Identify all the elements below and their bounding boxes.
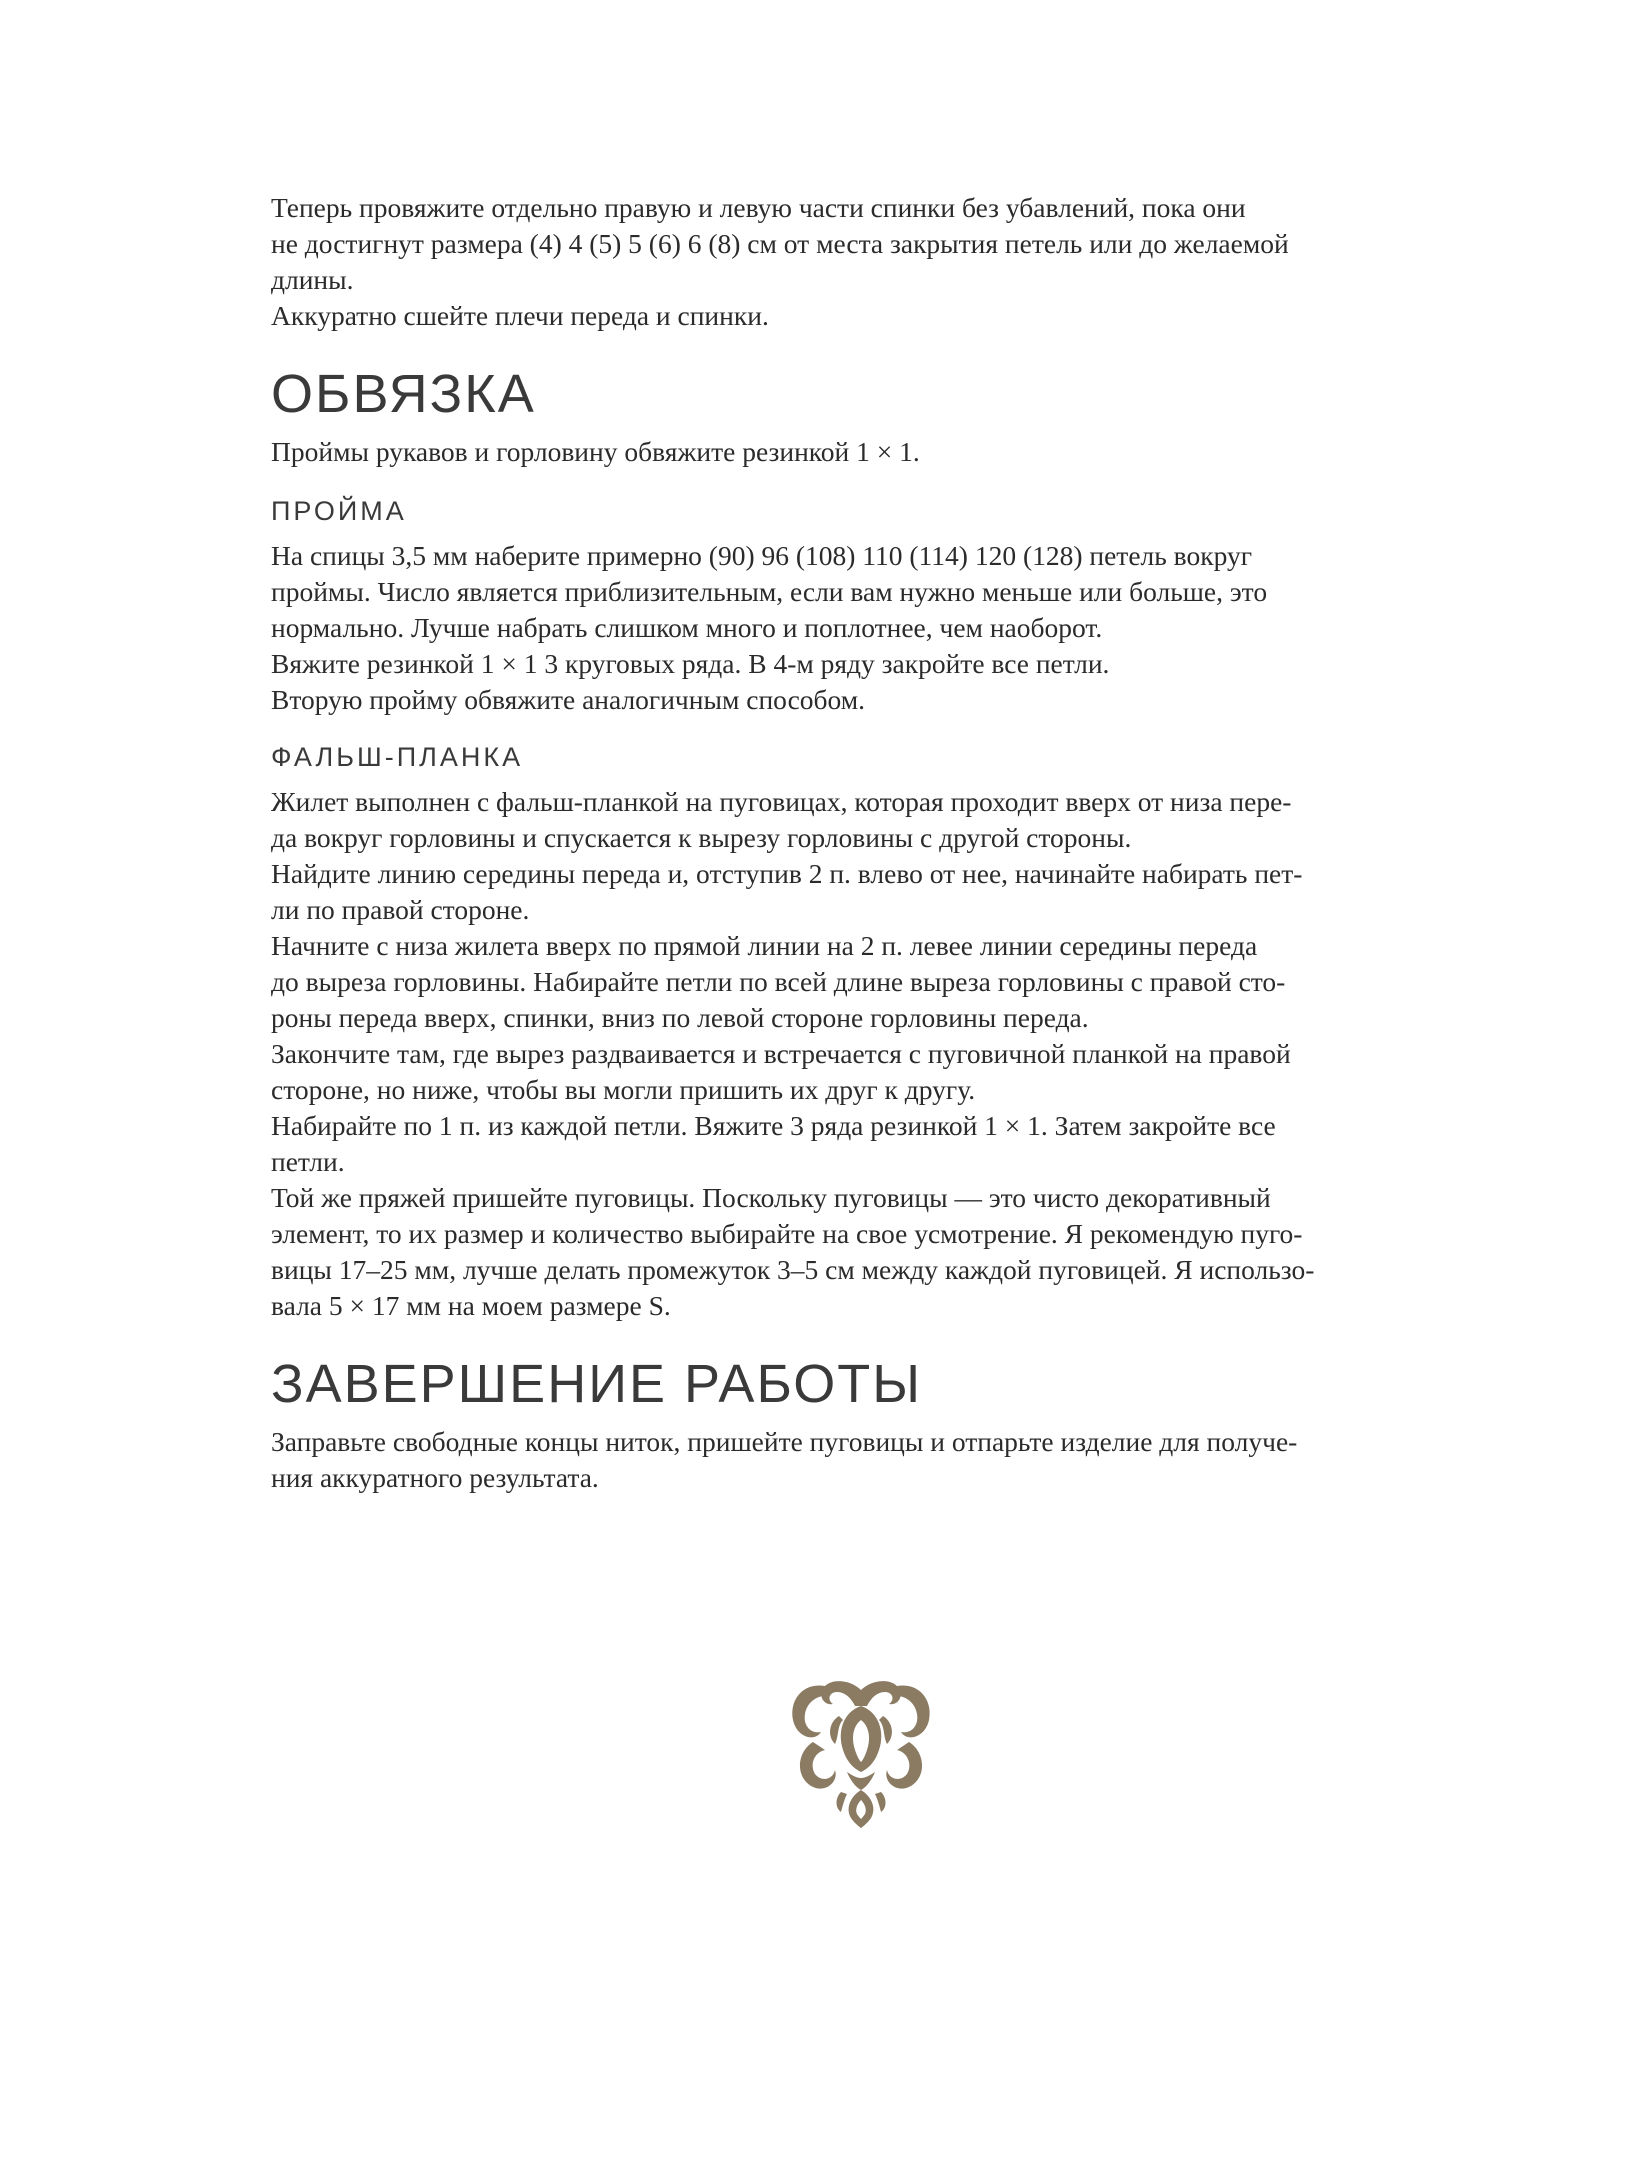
falsh-paragraph xyxy=(271,784,1451,1324)
text-line: Аккуратно сшейте плечи переда и спинки. xyxy=(271,300,769,331)
section-title-finish: ЗАВЕРШЕНИЕ РАБОТЫ xyxy=(271,1354,923,1414)
text-line: На спицы 3,5 мм наберите примерно (90) 96 (108) 110 (114) 120 (128) петель вокруг xyxy=(271,540,1252,571)
text-line: элемент, то их размер и количество выбирайте на свое усмотрение. Я рекомендую пуго- xyxy=(271,1218,1303,1249)
text-line: не достигнут размера (4) 4 (5) 5 (6) 6 (8) см от места закрытия петель или до желаемой xyxy=(271,228,1289,259)
text-line: Начните с низа жилета вверх по прямой линии на 2 п. левее линии середины переда xyxy=(271,930,1258,961)
finish-paragraph xyxy=(271,1424,1451,1496)
text-line: да вокруг горловины и спускается к вырезу горловины с другой стороны. xyxy=(271,822,1132,853)
page-content xyxy=(271,190,1451,1496)
text-line: Закончите там, где вырез раздваивается и встречается с пуговичной планкой на правой xyxy=(271,1038,1291,1069)
text-line: Жилет выполнен с фальш-планкой на пуговицах, которая проходит вверх от низа пере- xyxy=(271,786,1292,817)
text-line: вала 5 × 17 мм на моем размере S. xyxy=(271,1290,671,1321)
text-line: вицы 17–25 мм, лучше делать промежуток 3–5 см между каждой пуговицей. Я использо- xyxy=(271,1254,1315,1285)
subsection-title-falsh-planka: ФАЛЬШ-ПЛАНКА xyxy=(271,742,524,772)
text-line: стороне, но ниже, чтобы вы могли пришить их друг к другу. xyxy=(271,1074,976,1105)
text-line: Той же пряжей пришейте пуговицы. Поскольку пуговицы — это чисто декоративный xyxy=(271,1182,1271,1213)
text-line: Вяжите резинкой 1 × 1 3 круговых ряда. В 4-м ряду закройте все петли. xyxy=(271,648,1110,679)
text-line: Набирайте по 1 п. из каждой петли. Вяжите 3 ряда резинкой 1 × 1. Затем закройте все xyxy=(271,1110,1276,1141)
text-line: до выреза горловины. Набирайте петли по всей длине выреза горловины с правой сто- xyxy=(271,966,1286,997)
obvyazka-paragraph xyxy=(271,434,1451,470)
text-line: Теперь провяжите отдельно правую и левую части спинки без убавлений, пока они xyxy=(271,192,1246,223)
text-line: нормально. Лучше набрать слишком много и поплотнее, чем наоборот. xyxy=(271,612,1103,643)
text-line: ния аккуратного результата. xyxy=(271,1462,599,1493)
text-line: ли по правой стороне. xyxy=(271,894,530,925)
proima-paragraph xyxy=(271,538,1451,718)
section-title-obvyazka: ОБВЯЗКА xyxy=(271,364,536,424)
subsection-title-proima: ПРОЙМА xyxy=(271,496,407,526)
text-line: Вторую пройму обвяжите аналогичным способом. xyxy=(271,684,866,715)
text-line: петли. xyxy=(271,1146,345,1177)
text-line: роны переда вверх, спинки, вниз по левой стороне горловины переда. xyxy=(271,1002,1089,1033)
text-line: Проймы рукавов и горловину обвяжите резинкой 1 × 1. xyxy=(271,436,920,467)
intro-paragraph xyxy=(271,190,1451,334)
text-line: Найдите линию середины переда и, отступив 2 п. влево от нее, начинайте набирать пет- xyxy=(271,858,1303,889)
damask-ornament-icon xyxy=(781,1672,941,1832)
text-line: длины. xyxy=(271,264,354,295)
text-line: проймы. Число является приблизительным, если вам нужно меньше или больше, это xyxy=(271,576,1268,607)
text-line: Заправьте свободные концы ниток, пришейте пуговицы и отпарьте изделие для получе- xyxy=(271,1426,1298,1457)
